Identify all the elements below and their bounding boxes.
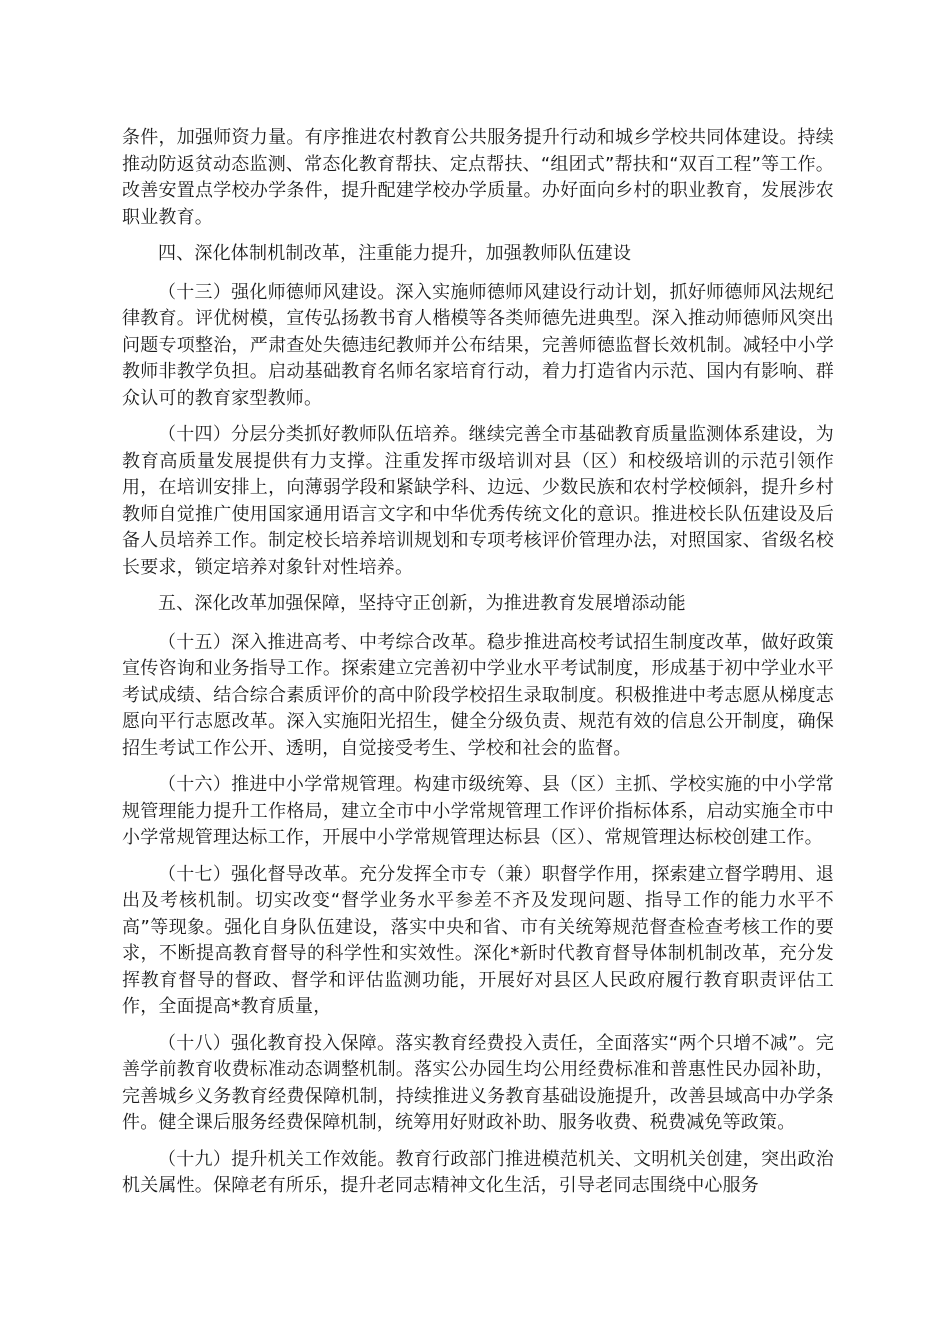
section-heading-4: 四、深化体制机制改革，注重能力提升，加强教师队伍建设 <box>158 243 632 264</box>
paragraph-continuation: 条件，加强师资力量。有序推进农村教育公共服务提升行动和城乡学校共同体建设。持续推动防返贫动态监测、常态化教育帮扶、定点帮扶、“组团式”帮扶和“双百工程”等工作。改善安置点学校办学条件，提升配建学校办学质量。办好面向乡村的职业教育，发展涉农职业教育。 <box>122 127 834 228</box>
section-heading-5: 五、深化改革加强保障，坚持守正创新，为推进教育发展增添动能 <box>158 593 686 614</box>
paragraph-19: （十九）提升机关工作效能。教育行政部门推进模范机关、文明机关创建，突出政治机关属性。保障老有所乐，提升老同志精神文化生活，引导老同志围绕中心服务 <box>122 1148 834 1196</box>
paragraph-15: （十五）深入推进高考、中考综合改革。稳步推进高校考试招生制度改革，做好政策宣传咨询和业务指导工作。探索建立完善初中学业水平考试制度，形成基于初中学业水平考试成绩、结合综合素质评价的高中阶段学校招生录取制度。积极推进中考志愿从梯度志愿向平行志愿改革。深入实施阳光招生，健全分级负责、规范有效的信息公开制度，确保招生考试工作公开、透明，自觉接受考生、学校和社会的监督。 <box>122 631 834 759</box>
paragraph-14: （十四）分层分类抓好教师队伍培养。继续完善全市基础教育质量监测体系建设，为教育高质量发展提供有力支撑。注重发挥市级培训对县（区）和校级培训的示范引领作用，在培训安排上，向薄弱学段和紧缺学科、边远、少数民族和农村学校倾斜，提升乡村教师自觉推广使用国家通用语言文字和中华优秀传统文化的意识。推进校长队伍建设及后备人员培养工作。制定校长培养培训规划和专项考核评价管理办法，对照国家、省级名校长要求，锁定培养对象针对性培养。 <box>122 424 834 578</box>
paragraph-18: （十八）强化教育投入保障。落实教育经费投入责任，全面落实“两个只增不减”。完善学前教育收费标准动态调整机制。落实公办园生均公用经费标准和普惠性民办园补助，完善城乡义务教育经费保障机制，持续推进义务教育基础设施提升，改善县域高中办学条件。健全课后服务经费保障机制，统筹用好财政补助、服务收费、税费减免等政策。 <box>122 1032 834 1133</box>
paragraph-16: （十六）推进中小学常规管理。构建市级统筹、县（区）主抓、学校实施的中小学常规管理能力提升工作格局，建立全市中小学常规管理工作评价指标体系，启动实施全市中小学常规管理达标工作，开展中小学常规管理达标县（区）、常规管理达标校创建工作。 <box>122 774 834 848</box>
paragraph-17: （十七）强化督导改革。充分发挥全市专（兼）职督学作用，探索建立督学聘用、退出及考核机制。切实改变“督学业务水平参差不齐及发现问题、指导工作的能力水平不高”等现象。强化自身队伍建设，落实中央和省、市有关统筹规范督查检查考核工作的要求，不断提高教育督导的科学性和实效性。深化*新时代教育督导体制机制改革，充分发挥教育督导的督政、督学和评估监测功能，开展好对县区人民政府履行教育职责评估工作，全面提高*教育质量， <box>122 863 834 1017</box>
paragraph-13: （十三）强化师德师风建设。深入实施师德师风建设行动计划，抓好师德师风法规纪律教育。评优树模，宣传弘扬教书育人楷模等各类师德先进典型。深入推动师德师风突出问题专项整治，严肃查处失德违纪教师并公布结果，完善师德监督长效机制。减轻中小学教师非教学负担。启动基础教育名师名家培育行动，着力打造省内示范、国内有影响、群众认可的教育家型教师。 <box>122 281 834 409</box>
document-body <box>122 125 834 1210</box>
